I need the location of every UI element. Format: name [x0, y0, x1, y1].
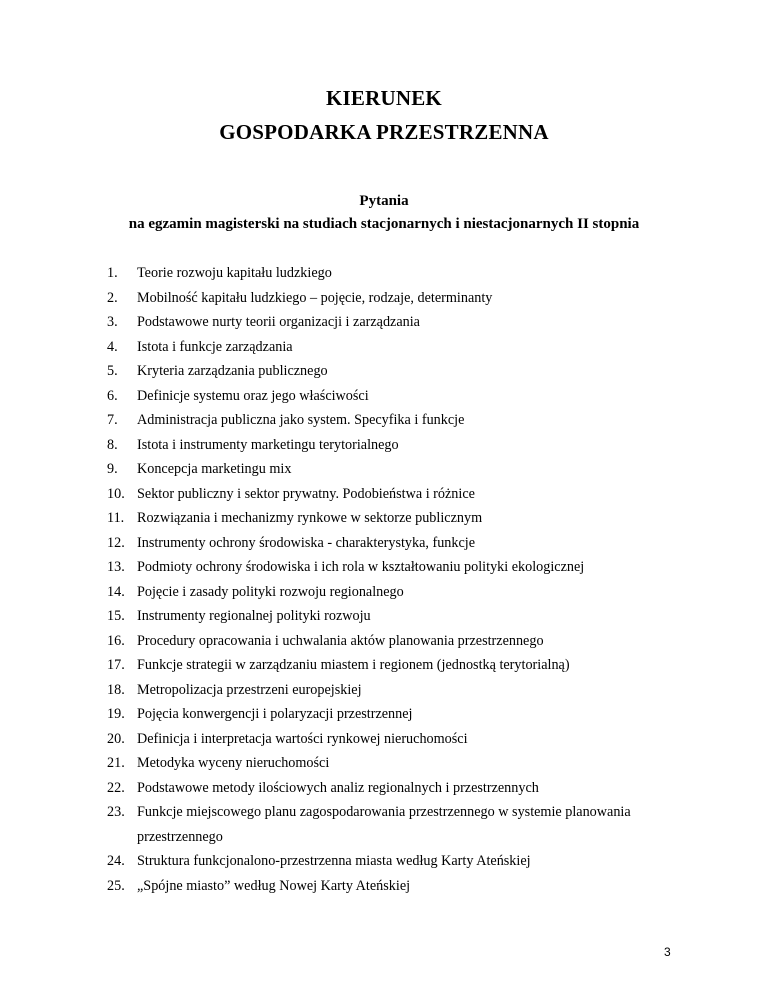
question-number: 9. [107, 461, 118, 477]
question-text: Instrumenty ochrony środowiska - charakterystyka, funkcje [137, 534, 476, 551]
question-number: 6. [107, 387, 118, 404]
question-text: Mobilność kapitału ludzkiego – pojęcie, rodzaje, determinanty [137, 289, 493, 306]
question-item [107, 482, 717, 507]
question-text: Pojęcie i zasady polityki rozwoju regionalnego [137, 583, 404, 600]
question-number: 8. [107, 436, 118, 453]
question-text: Kryteria zarządzania publicznego [137, 363, 328, 379]
question-item [107, 286, 717, 311]
subtitle-line-2: na egzamin magisterski na studiach stacjonarnych i niestacjonarnych II stopnia [128, 216, 640, 232]
question-text: Metropolizacja przestrzeni europejskiej [137, 681, 362, 698]
question-text: Istota i funkcje zarządzania [137, 338, 293, 355]
question-number: 21. [107, 755, 125, 771]
question-item [107, 531, 717, 556]
question-item [107, 874, 717, 899]
question-text: Funkcje miejscowego planu zagospodarowania przestrzennego w systemie planowania przestrzennego [137, 804, 631, 845]
question-number: 14. [107, 583, 125, 600]
question-text: Metodyka wyceny nieruchomości [137, 755, 330, 771]
question-number: 11. [107, 510, 125, 526]
question-item [107, 580, 717, 605]
question-number: 12. [107, 534, 125, 551]
question-item [107, 678, 717, 703]
question-text: Definicja i interpretacja wartości rynkowej nieruchomości [137, 730, 468, 747]
question-number: 4. [107, 338, 118, 355]
question-text: Rozwiązania i mechanizmy rynkowe w sektorze publicznym [137, 510, 483, 526]
question-item [107, 653, 717, 678]
question-text: Procedury opracowania i uchwalania aktów planowania przestrzennego [137, 632, 544, 649]
question-text: Koncepcja marketingu mix [137, 461, 292, 477]
question-item [107, 629, 717, 654]
page-title-line-2: GOSPODARKA PRZESTRZENNA [219, 120, 549, 144]
question-item [107, 359, 717, 384]
question-item [107, 261, 717, 286]
question-text: Teorie rozwoju kapitału ludzkiego [137, 265, 332, 281]
question-item [107, 457, 717, 482]
question-item [107, 800, 717, 849]
question-text: „Spójne miasto” według Nowej Karty Ateńskiej [137, 877, 411, 894]
question-text: Funkcje strategii w zarządzaniu miastem i regionem (jednostką terytorialną) [137, 657, 570, 673]
question-item [107, 335, 717, 360]
question-item [107, 776, 717, 801]
question-list [107, 261, 717, 898]
question-number: 7. [107, 412, 118, 428]
question-item [107, 555, 717, 580]
question-number: 25. [107, 877, 125, 894]
question-item [107, 506, 717, 531]
question-text: Podstawowe metody ilościowych analiz regionalnych i przestrzennych [137, 779, 539, 796]
question-text: Definicje systemu oraz jego właściwości [137, 387, 369, 404]
question-item [107, 751, 717, 776]
question-number: 18. [107, 681, 125, 698]
question-number: 10. [107, 485, 125, 502]
question-text: Sektor publiczny i sektor prywatny. Podobieństwa i różnice [137, 485, 475, 502]
question-number: 2. [107, 289, 118, 306]
question-number: 23. [107, 804, 125, 820]
question-number: 17. [107, 657, 125, 673]
question-text: Istota i instrumenty marketingu terytorialnego [137, 436, 399, 453]
question-number: 16. [107, 632, 125, 649]
question-number: 3. [107, 314, 118, 330]
question-text: Administracja publiczna jako system. Specyfika i funkcje [137, 412, 465, 428]
question-text: Pojęcia konwergencji i polaryzacji przestrzennej [137, 706, 413, 722]
page-title-line-1: KIERUNEK [326, 86, 442, 110]
question-text: Podstawowe nurty teorii organizacji i zarządzania [137, 314, 420, 330]
question-number: 20. [107, 730, 125, 747]
question-item [107, 604, 717, 629]
question-number: 13. [107, 559, 125, 575]
question-item [107, 408, 717, 433]
question-item [107, 727, 717, 752]
question-number: 19. [107, 706, 125, 722]
question-number: 1. [107, 265, 118, 281]
question-item [107, 310, 717, 335]
question-text: Podmioty ochrony środowiska i ich rola w kształtowaniu polityki ekologicznej [137, 559, 585, 575]
page-number: 3 [664, 945, 671, 959]
question-item [107, 384, 717, 409]
subtitle-line-1: Pytania [359, 193, 409, 209]
question-item [107, 433, 717, 458]
question-item [107, 702, 717, 727]
question-number: 5. [107, 363, 118, 379]
question-item [107, 849, 717, 874]
question-number: 22. [107, 779, 125, 796]
question-text: Instrumenty regionalnej polityki rozwoju [137, 608, 371, 624]
question-number: 24. [107, 853, 125, 869]
question-number: 15. [107, 608, 125, 624]
question-text: Struktura funkcjonalono-przestrzenna miasta według Karty Ateńskiej [137, 853, 531, 869]
